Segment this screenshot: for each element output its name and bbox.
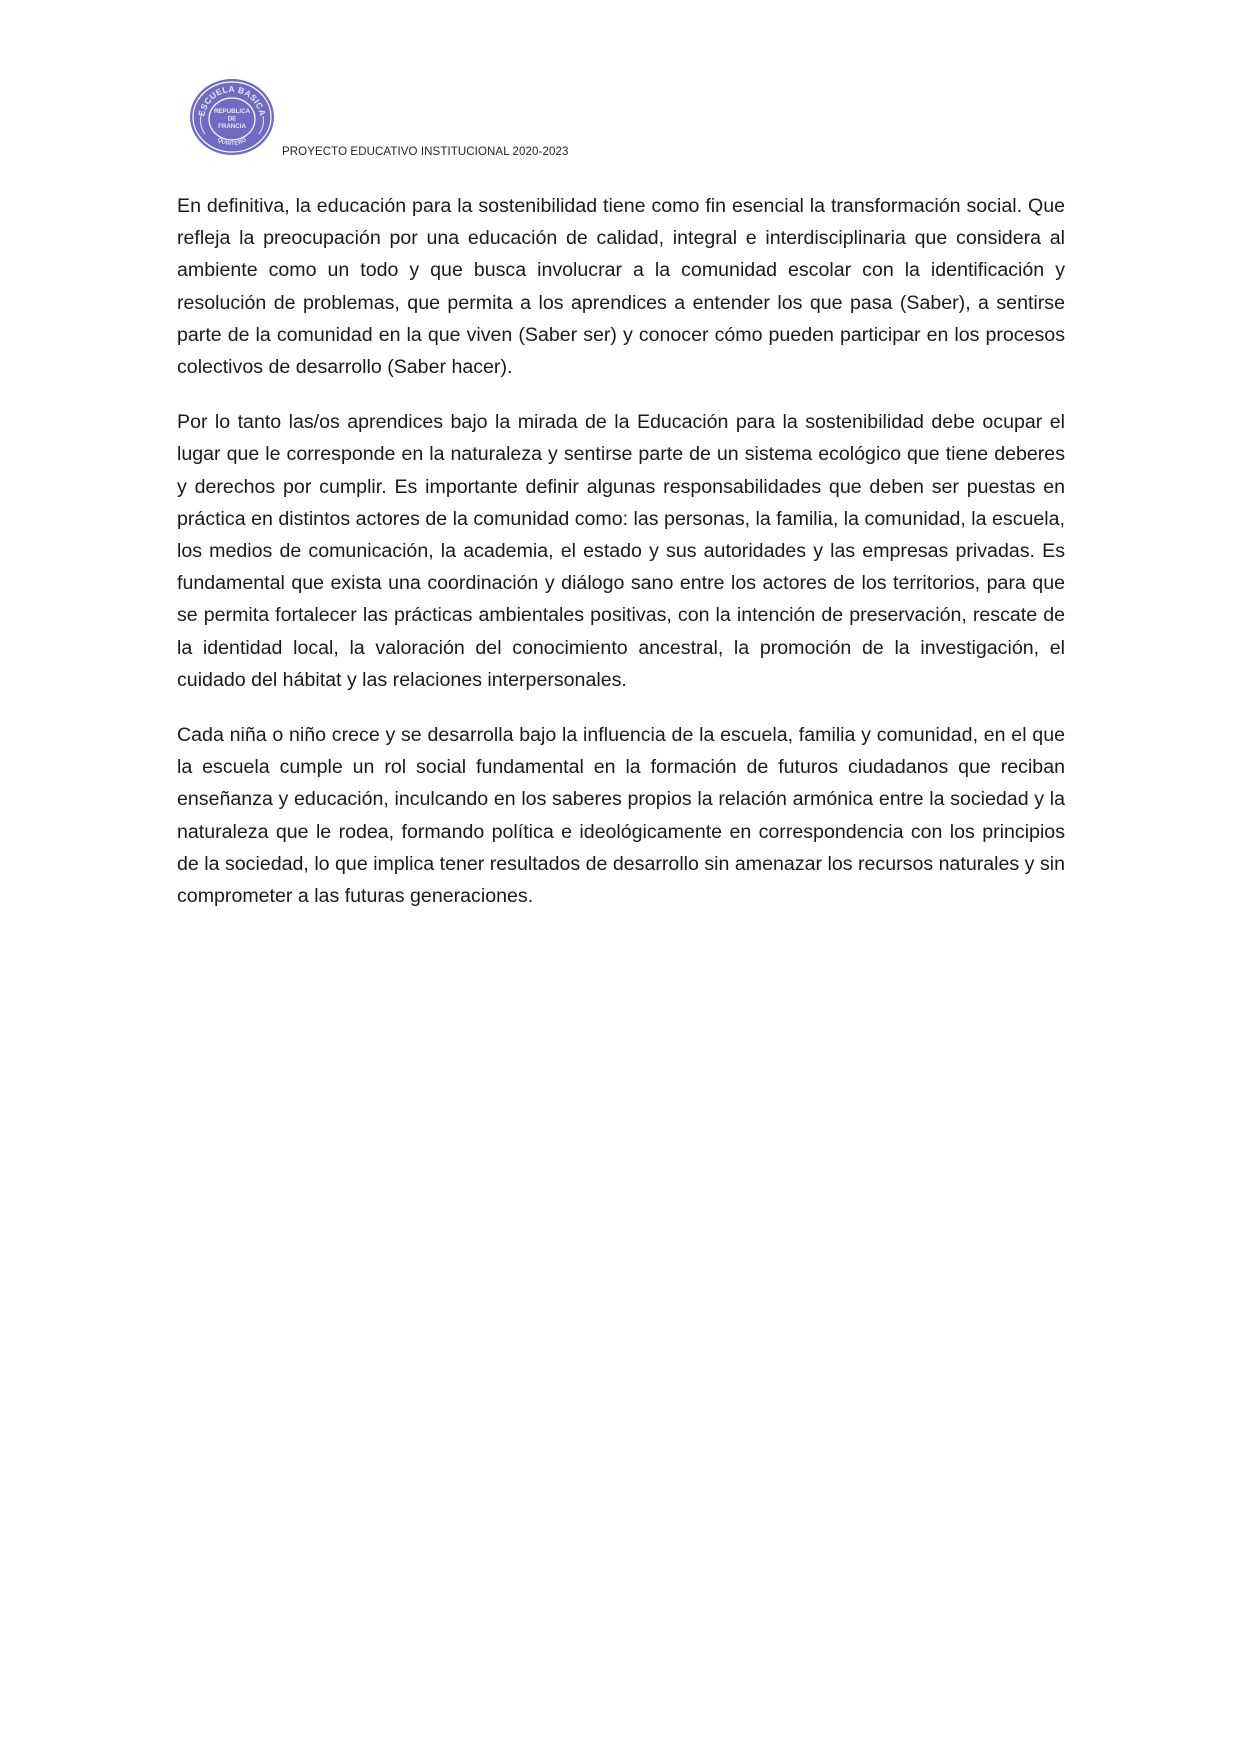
document-body: [177, 190, 1065, 935]
logo-text-top: ESCUELA BASICA: [196, 83, 268, 118]
logo-text-center-1: REPUBLICA: [213, 108, 251, 115]
logo-text-center-3: FRANCIA: [218, 123, 246, 130]
school-seal-logo: [187, 76, 277, 158]
paragraph-2: Por lo tanto las/os aprendices bajo la mirada de la Educación para la sostenibilidad debe ocupar el lugar que le corresponde en la naturaleza y sentirse parte de un sistema ecológico que tiene deberes y derechos por cumplir. Es importante definir algunas responsabilidades que deben ser puestas en práctica en distintos actores de la comunidad como: las personas, la familia, la comunidad, la escuela, los medios de comunicación, la academia, el estado y sus autoridades y las empresas privadas. Es fundamental que exista una coordinación y diálogo sano entre los actores de los territorios, para que se permita fortalecer las prácticas ambientales positivas, con la intención de preservación, rescate de la identidad local, la valoración del conocimiento ancestral, la promoción de la investigación, el cuidado del hábitat y las relaciones interpersonales.: [177, 411, 1065, 691]
paragraph-3: Cada niña o niño crece y se desarrolla bajo la influencia de la escuela, familia y comunidad, en el que la escuela cumple un rol social fundamental en la formación de futuros ciudadanos que reciban enseñanza y educación, inculcando en los saberes propios la relación armónica entre la sociedad y la naturaleza que le rodea, formando política e ideológicamente en correspondencia con los principios de la sociedad, lo que implica tener resultados de desarrollo sin amenazar los recursos naturales y sin comprometer a las futuras generaciones.: [177, 724, 1065, 908]
document-header-title: PROYECTO EDUCATIVO INSTITUCIONAL 2020-2023: [282, 146, 569, 158]
page-header: [187, 76, 887, 166]
paragraph-1: En definitiva, la educación para la sostenibilidad tiene como fin esencial la transformación social. Que refleja la preocupación por una educación de calidad, integral e interdisciplinaria que considera al ambiente como un todo y que busca involucrar a la comunidad escolar con la identificación y resolución de problemas, que permita a los aprendices a entender los que pasa (Saber), a sentirse parte de la comunidad en la que viven (Saber ser) y conocer cómo pueden participar en los procesos colectivos de desarrollo (Saber hacer).: [177, 195, 1065, 379]
logo-text-bottom: QUINTERO: [216, 137, 248, 148]
logo-text-center-2: DE: [227, 115, 237, 123]
